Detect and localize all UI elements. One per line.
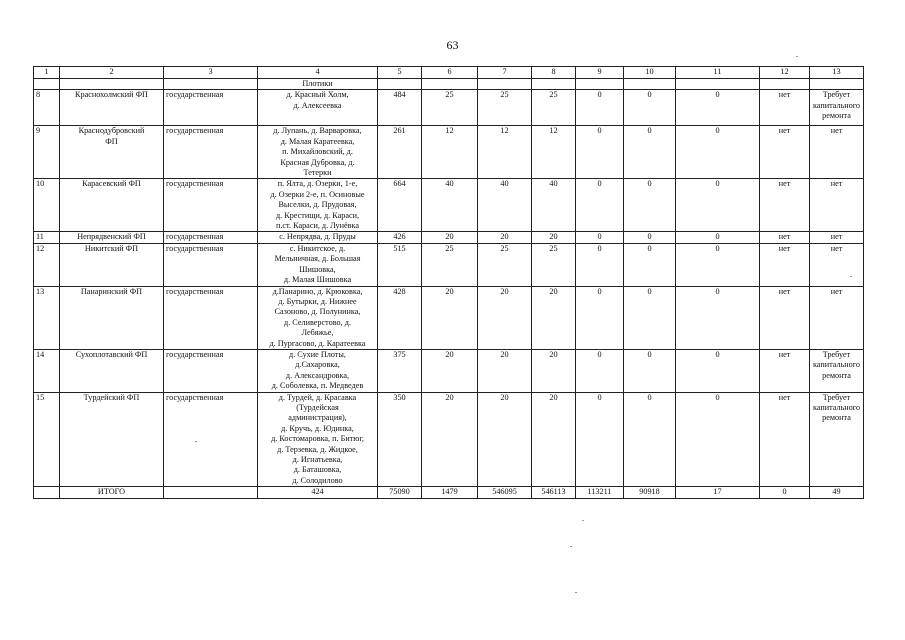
- cell-c10: 0: [624, 286, 676, 349]
- page-number: 63: [446, 38, 459, 52]
- ownership: государственная: [164, 179, 258, 232]
- empty-cell: [164, 487, 258, 498]
- repair-status: нет: [810, 243, 864, 286]
- cell-c11: 0: [676, 349, 760, 392]
- total-row: [34, 487, 864, 498]
- settlements: д. Турдей, д. Красавка (Турдейская администрация), д. Кручь, д. Юдинка, д. Костомаровка, п. Битюг, д. Терзевка, д. Жидкое, д. Игнатьевка, д. Баташовка, д. Солодилово: [258, 392, 378, 487]
- total-c9: 113211: [576, 487, 624, 498]
- cell-c10: 0: [624, 392, 676, 487]
- cell-c8: 25: [532, 243, 576, 286]
- empty-cell: [34, 487, 60, 498]
- repair-status: Требует капитального ремонта: [810, 392, 864, 487]
- cell-c7: 25: [478, 243, 532, 286]
- cell-c10: 0: [624, 126, 676, 179]
- facility-name: Панаринский ФП: [60, 286, 164, 349]
- row-number: 9: [34, 126, 60, 179]
- settlements: д. Красный Холм, д. Алексеевка: [258, 90, 378, 126]
- repair-status: нет: [810, 232, 864, 243]
- column-header: 11: [676, 67, 760, 79]
- cell-c11: 0: [676, 286, 760, 349]
- cell-c12: нет: [760, 286, 810, 349]
- cell-c12: нет: [760, 349, 810, 392]
- settlements: п. Ялта, д. Озерки, 1-е, д. Озерки 2-е, п. Осиновые Выселки, д. Прудовая, д. Крестищи, д. Караси, п.ст. Караси, д. Лунёвка: [258, 179, 378, 232]
- column-header: 5: [378, 67, 422, 79]
- repair-status: Требует капитального ремонта: [810, 349, 864, 392]
- facility-name: Сухоплотавский ФП: [60, 349, 164, 392]
- cell-c5: 428: [378, 286, 422, 349]
- column-header: 10: [624, 67, 676, 79]
- cell-c5: 350: [378, 392, 422, 487]
- column-header: 1: [34, 67, 60, 79]
- total-c7: 546095: [478, 487, 532, 498]
- cell-c8: 20: [532, 286, 576, 349]
- cell-c9: 0: [576, 243, 624, 286]
- column-number-row: [34, 67, 864, 79]
- table-row: [34, 349, 864, 392]
- row-number: 12: [34, 243, 60, 286]
- cell-c6: 20: [422, 286, 478, 349]
- cell-c5: 375: [378, 349, 422, 392]
- cell-c5: 261: [378, 126, 422, 179]
- cell-c6: 25: [422, 90, 478, 126]
- repair-status: Требует капитального ремонта: [810, 90, 864, 126]
- cell-c5: 664: [378, 179, 422, 232]
- table-row: [34, 392, 864, 487]
- column-header: 6: [422, 67, 478, 79]
- column-header: 7: [478, 67, 532, 79]
- total-c12: 0: [760, 487, 810, 498]
- facility-name: Краснохолмский ФП: [60, 90, 164, 126]
- settlements: с. Непрядва, д. Пруды: [258, 232, 378, 243]
- cell-c6: 20: [422, 349, 478, 392]
- column-header: 9: [576, 67, 624, 79]
- cell-c9: 0: [576, 90, 624, 126]
- cell-c10: 0: [624, 232, 676, 243]
- carry-over-row: [34, 79, 864, 90]
- cell-c9: 0: [576, 179, 624, 232]
- cell-c11: 0: [676, 392, 760, 487]
- cell-c12: нет: [760, 392, 810, 487]
- cell-c8: 25: [532, 90, 576, 126]
- ownership: государственная: [164, 243, 258, 286]
- cell-c5: 426: [378, 232, 422, 243]
- cell-c6: 25: [422, 243, 478, 286]
- column-header: 13: [810, 67, 864, 79]
- repair-status: нет: [810, 286, 864, 349]
- ownership: государственная: [164, 232, 258, 243]
- cell-c8: 20: [532, 232, 576, 243]
- total-c11: 17: [676, 487, 760, 498]
- total-c8: 546113: [532, 487, 576, 498]
- cell-c6: 20: [422, 392, 478, 487]
- cell-c12: нет: [760, 232, 810, 243]
- cell-c11: 0: [676, 232, 760, 243]
- cell-c10: 0: [624, 179, 676, 232]
- repair-status: нет: [810, 126, 864, 179]
- cell-c8: 20: [532, 349, 576, 392]
- settlements: д. Сухие Плоты, д.Сахаровка, д. Александровка, д. Соболевка, п. Медведев: [258, 349, 378, 392]
- cell-c6: 40: [422, 179, 478, 232]
- cell-c9: 0: [576, 392, 624, 487]
- settlements: с. Никитское, д. Мельничная, д. Большая Шишовка, д. Малая Шишовка: [258, 243, 378, 286]
- cell-c7: 25: [478, 90, 532, 126]
- cell-c10: 0: [624, 90, 676, 126]
- table-row: [34, 179, 864, 232]
- cell-c12: нет: [760, 90, 810, 126]
- total-c4: 424: [258, 487, 378, 498]
- facility-name: Карасевский ФП: [60, 179, 164, 232]
- column-header: 4: [258, 67, 378, 79]
- column-header: 2: [60, 67, 164, 79]
- cell-c5: 484: [378, 90, 422, 126]
- row-number: 14: [34, 349, 60, 392]
- facility-name: Непрядвенский ФП: [60, 232, 164, 243]
- cell-c7: 20: [478, 286, 532, 349]
- cell-c7: 12: [478, 126, 532, 179]
- cell-c8: 20: [532, 392, 576, 487]
- ownership: государственная: [164, 392, 258, 487]
- cell-c7: 20: [478, 392, 532, 487]
- cell-c8: 12: [532, 126, 576, 179]
- row-number: 15: [34, 392, 60, 487]
- cell-c11: 0: [676, 90, 760, 126]
- cell-c9: 0: [576, 232, 624, 243]
- table-row: [34, 232, 864, 243]
- ownership: государственная: [164, 286, 258, 349]
- cell-c7: 40: [478, 179, 532, 232]
- ownership: государственная: [164, 126, 258, 179]
- cell-c6: 20: [422, 232, 478, 243]
- column-header: 8: [532, 67, 576, 79]
- cell-c9: 0: [576, 349, 624, 392]
- cell-c12: нет: [760, 126, 810, 179]
- repair-status: нет: [810, 179, 864, 232]
- row-number: 13: [34, 286, 60, 349]
- cell-c5: 515: [378, 243, 422, 286]
- cell-c11: 0: [676, 179, 760, 232]
- settlements: д.Панарино, д. Крюковка, д. Бутырки, д. Нижнее Сазоново, д. Полунинка, д. Селиверстово, д. Лебяжье, д. Пургасово, д. Каратеевка: [258, 286, 378, 349]
- cell-c12: нет: [760, 243, 810, 286]
- facility-name: Краснодубровский ФП: [60, 126, 164, 179]
- cell-c11: 0: [676, 126, 760, 179]
- cell-c7: 20: [478, 232, 532, 243]
- cell-c9: 0: [576, 286, 624, 349]
- column-header: 12: [760, 67, 810, 79]
- total-c5: 75090: [378, 487, 422, 498]
- row-number: 10: [34, 179, 60, 232]
- column-header: 3: [164, 67, 258, 79]
- total-label: ИТОГО: [60, 487, 164, 498]
- total-c10: 90918: [624, 487, 676, 498]
- cell-c6: 12: [422, 126, 478, 179]
- table-row: [34, 286, 864, 349]
- cell-c8: 40: [532, 179, 576, 232]
- table-row: [34, 126, 864, 179]
- cell-c9: 0: [576, 126, 624, 179]
- cell-c10: 0: [624, 243, 676, 286]
- ownership: государственная: [164, 90, 258, 126]
- facility-name: Никитский ФП: [60, 243, 164, 286]
- ownership: государственная: [164, 349, 258, 392]
- row-number: 8: [34, 90, 60, 126]
- carry-over-text: Плотики: [258, 79, 378, 90]
- settlements: д. Лупань, д. Варваровка, д. Малая Каратеевка, п. Михайловский, д. Красная Дубровка, д. Тетерки: [258, 126, 378, 179]
- facilities-table: [33, 66, 864, 499]
- row-number: 11: [34, 232, 60, 243]
- facility-name: Турдейский ФП: [60, 392, 164, 487]
- total-c6: 1479: [422, 487, 478, 498]
- table-row: [34, 243, 864, 286]
- total-c13: 49: [810, 487, 864, 498]
- cell-c12: нет: [760, 179, 810, 232]
- cell-c7: 20: [478, 349, 532, 392]
- cell-c11: 0: [676, 243, 760, 286]
- table-row: [34, 90, 864, 126]
- cell-c10: 0: [624, 349, 676, 392]
